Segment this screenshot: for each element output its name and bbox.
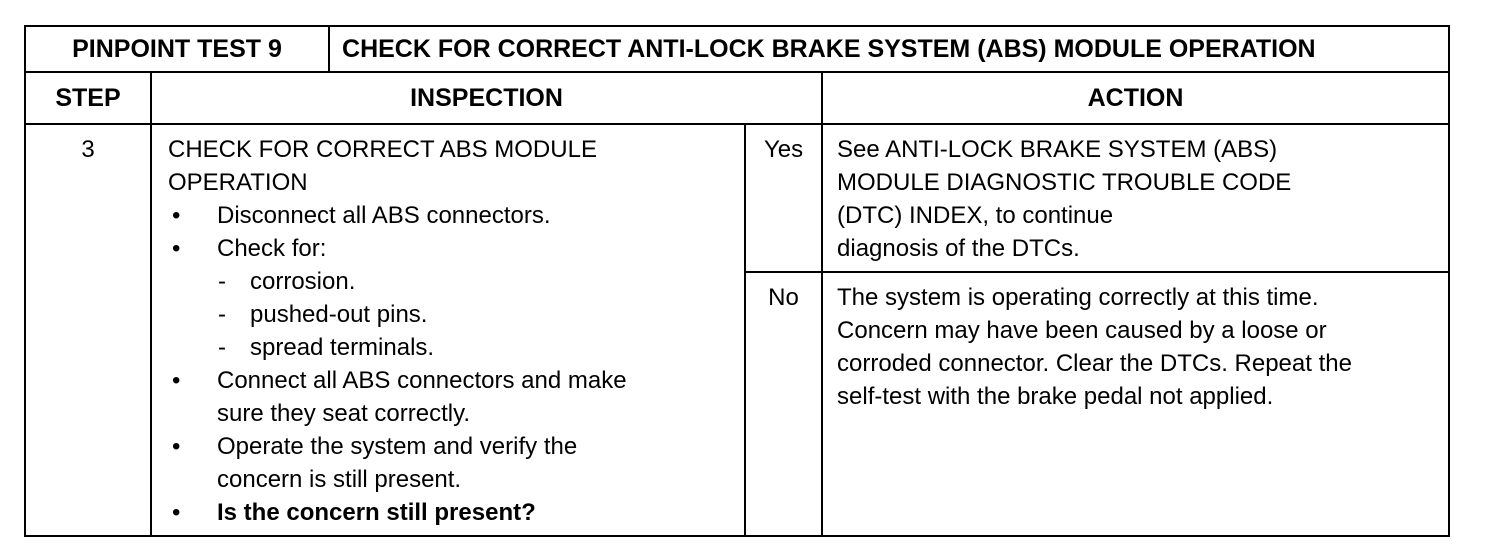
action-line: MODULE DIAGNOSTIC TROUBLE CODE xyxy=(837,169,1292,196)
yes-action xyxy=(822,124,1449,272)
sub-item xyxy=(168,265,736,298)
bullet-item xyxy=(168,232,736,265)
title-row xyxy=(25,26,1449,72)
inspection-header: INSPECTION xyxy=(151,72,822,124)
action-line: diagnosis of the DTCs. xyxy=(837,235,1080,262)
question-text: Is the concern still present? xyxy=(217,499,536,526)
bullet-text: Disconnect all ABS connectors. xyxy=(217,202,551,229)
bullet-icon: • xyxy=(172,499,181,526)
no-label: No xyxy=(745,272,822,536)
bullet-text-line: Connect all ABS connectors and make xyxy=(217,367,627,394)
action-line: See ANTI-LOCK BRAKE SYSTEM (ABS) xyxy=(837,136,1278,163)
inspection-cell xyxy=(151,124,745,536)
bullet-icon: • xyxy=(172,367,181,394)
sub-item-text: pushed-out pins. xyxy=(250,301,428,328)
bullet-text-line: Operate the system and verify the xyxy=(217,433,578,460)
bullet-text-line: concern is still present. xyxy=(217,466,462,493)
sub-item-text: corrosion. xyxy=(250,268,356,295)
bullet-text: Check for: xyxy=(217,235,327,262)
action-line: (DTC) INDEX, to continue xyxy=(837,202,1114,229)
action-line: self-test with the brake pedal not applied. xyxy=(837,383,1274,410)
dash-icon: - xyxy=(218,301,226,328)
bullet-item xyxy=(168,199,736,232)
bullet-icon: • xyxy=(172,433,181,460)
dash-icon: - xyxy=(218,268,226,295)
pinpoint-test-table-container xyxy=(24,25,1448,537)
bullet-item xyxy=(168,496,736,529)
pinpoint-test-table xyxy=(24,25,1450,537)
bullet-icon: • xyxy=(172,235,181,262)
bullet-item xyxy=(168,364,736,430)
test-label: PINPOINT TEST 9 xyxy=(25,26,329,72)
inspection-heading-line: OPERATION xyxy=(168,169,308,196)
no-action xyxy=(822,272,1449,536)
test-title: CHECK FOR CORRECT ANTI-LOCK BRAKE SYSTEM (ABS) MODULE OPERATION xyxy=(329,26,1449,72)
header-row xyxy=(25,72,1449,124)
bullet-icon: • xyxy=(172,202,181,229)
bullet-text-line: sure they seat correctly. xyxy=(217,400,470,427)
inspection-heading xyxy=(168,133,736,199)
action-header: ACTION xyxy=(822,72,1449,124)
sub-item-text: spread terminals. xyxy=(250,334,435,361)
step-header: STEP xyxy=(25,72,151,124)
inspection-heading-line: CHECK FOR CORRECT ABS MODULE xyxy=(168,136,597,163)
action-line: corroded connector. Clear the DTCs. Repeat the xyxy=(837,350,1352,377)
dash-icon: - xyxy=(218,334,226,361)
yes-label: Yes xyxy=(745,124,822,272)
step-row-yes xyxy=(25,124,1449,272)
sub-item xyxy=(168,331,736,364)
bullet-item xyxy=(168,430,736,496)
step-number: 3 xyxy=(25,124,151,536)
sub-item xyxy=(168,298,736,331)
action-line: The system is operating correctly at this time. xyxy=(837,284,1319,311)
action-line: Concern may have been caused by a loose or xyxy=(837,317,1327,344)
